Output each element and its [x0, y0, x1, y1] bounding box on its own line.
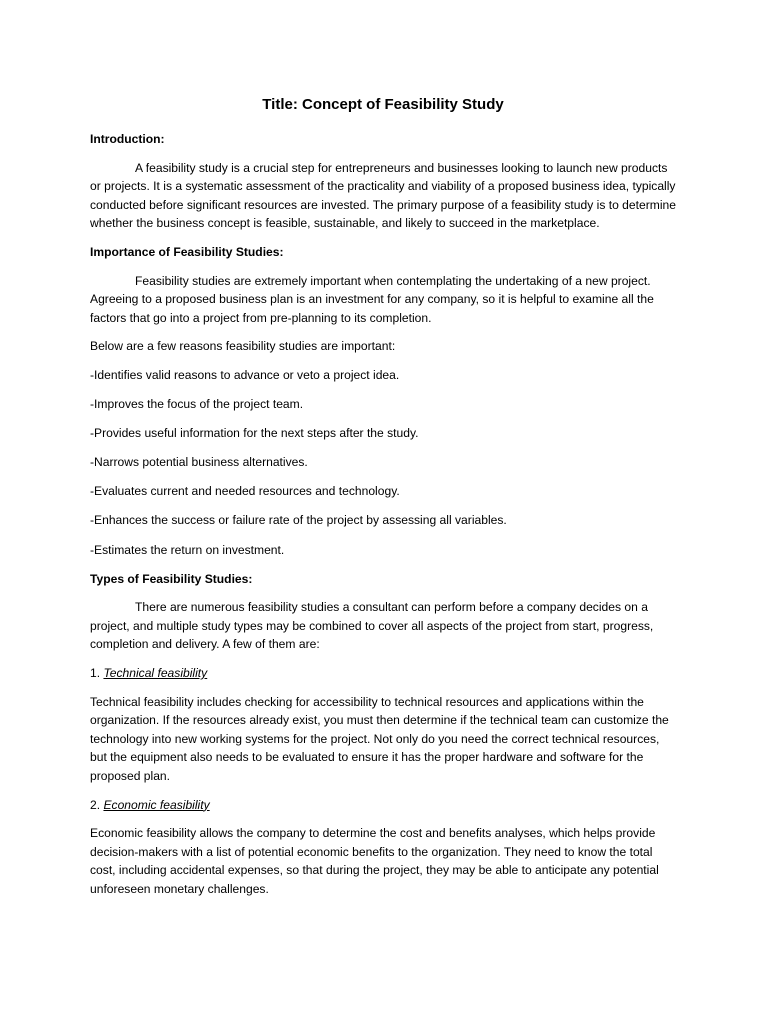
list-item: -Evaluates current and needed resources and technology. — [90, 484, 400, 499]
list-item: -Provides useful information for the next steps after the study. — [90, 426, 419, 441]
technical-feasibility-paragraph: Technical feasibility includes checking for accessibility to technical resources and applications within the organization. If the resources already exist, you must then determine if the technical team can customize the technology into new working systems for the project. Not only do you need the correct technical resources, but the equipment also needs to be evaluated to ensure it has the proper hardware and software for the proposed plan. — [90, 694, 669, 783]
importance-list-intro: Below are a few reasons feasibility studies are important: — [90, 339, 396, 354]
introduction-heading: Introduction: — [90, 132, 165, 146]
introduction-paragraph: A feasibility study is a crucial step for entrepreneurs and businesses looking to launch new products or projects. It is a systematic assessment of the practicality and viability of a proposed business idea, typically conducted before significant resources are invested. The primary purpose of a feasibility study is to determine whether the business concept is feasible, sustainable, and likely to succeed in the marketplace. — [90, 160, 676, 231]
economic-feasibility-paragraph: Economic feasibility allows the company to determine the cost and benefits analyses, which helps provide decision-makers with a list of potential economic benefits to the organization. They need to know the total cost, including accidental expenses, so that during the project, they may be able to anticipate any potential unforeseen monetary challenges. — [90, 826, 659, 896]
types-heading: Types of Feasibility Studies: — [90, 571, 253, 586]
list-item: -Identifies valid reasons to advance or veto a project idea. — [90, 367, 400, 382]
types-paragraph: There are numerous feasibility studies a consultant can perform before a company decides on a project, and multiple study types may be combined to cover all aspects of the project from start, progress, completion and delivery. A few of them are: — [90, 600, 654, 652]
section-number: 2. — [90, 797, 104, 812]
list-item: -Estimates the return on investment. — [90, 542, 285, 557]
technical-feasibility-title: Technical feasibility — [103, 665, 208, 680]
list-item: -Improves the focus of the project team. — [90, 397, 304, 412]
list-item: -Narrows potential business alternatives. — [90, 455, 308, 470]
document-title: Title: Concept of Feasibility Study — [262, 96, 504, 113]
economic-feasibility-title: Economic feasibility — [103, 797, 210, 812]
section-number: 1. — [90, 665, 104, 680]
technical-feasibility-heading — [90, 664, 676, 683]
importance-paragraph: Feasibility studies are extremely important when contemplating the undertaking of a new project. Agreeing to a proposed business plan is an investment for any company, so it is helpful to examine all the factors that go into a project from pre-planning to its completion. — [90, 273, 654, 325]
list-item: -Enhances the success or failure rate of the project by assessing all variables. — [90, 513, 507, 528]
importance-heading: Importance of Feasibility Studies: — [90, 244, 284, 259]
economic-feasibility-heading — [90, 796, 676, 815]
